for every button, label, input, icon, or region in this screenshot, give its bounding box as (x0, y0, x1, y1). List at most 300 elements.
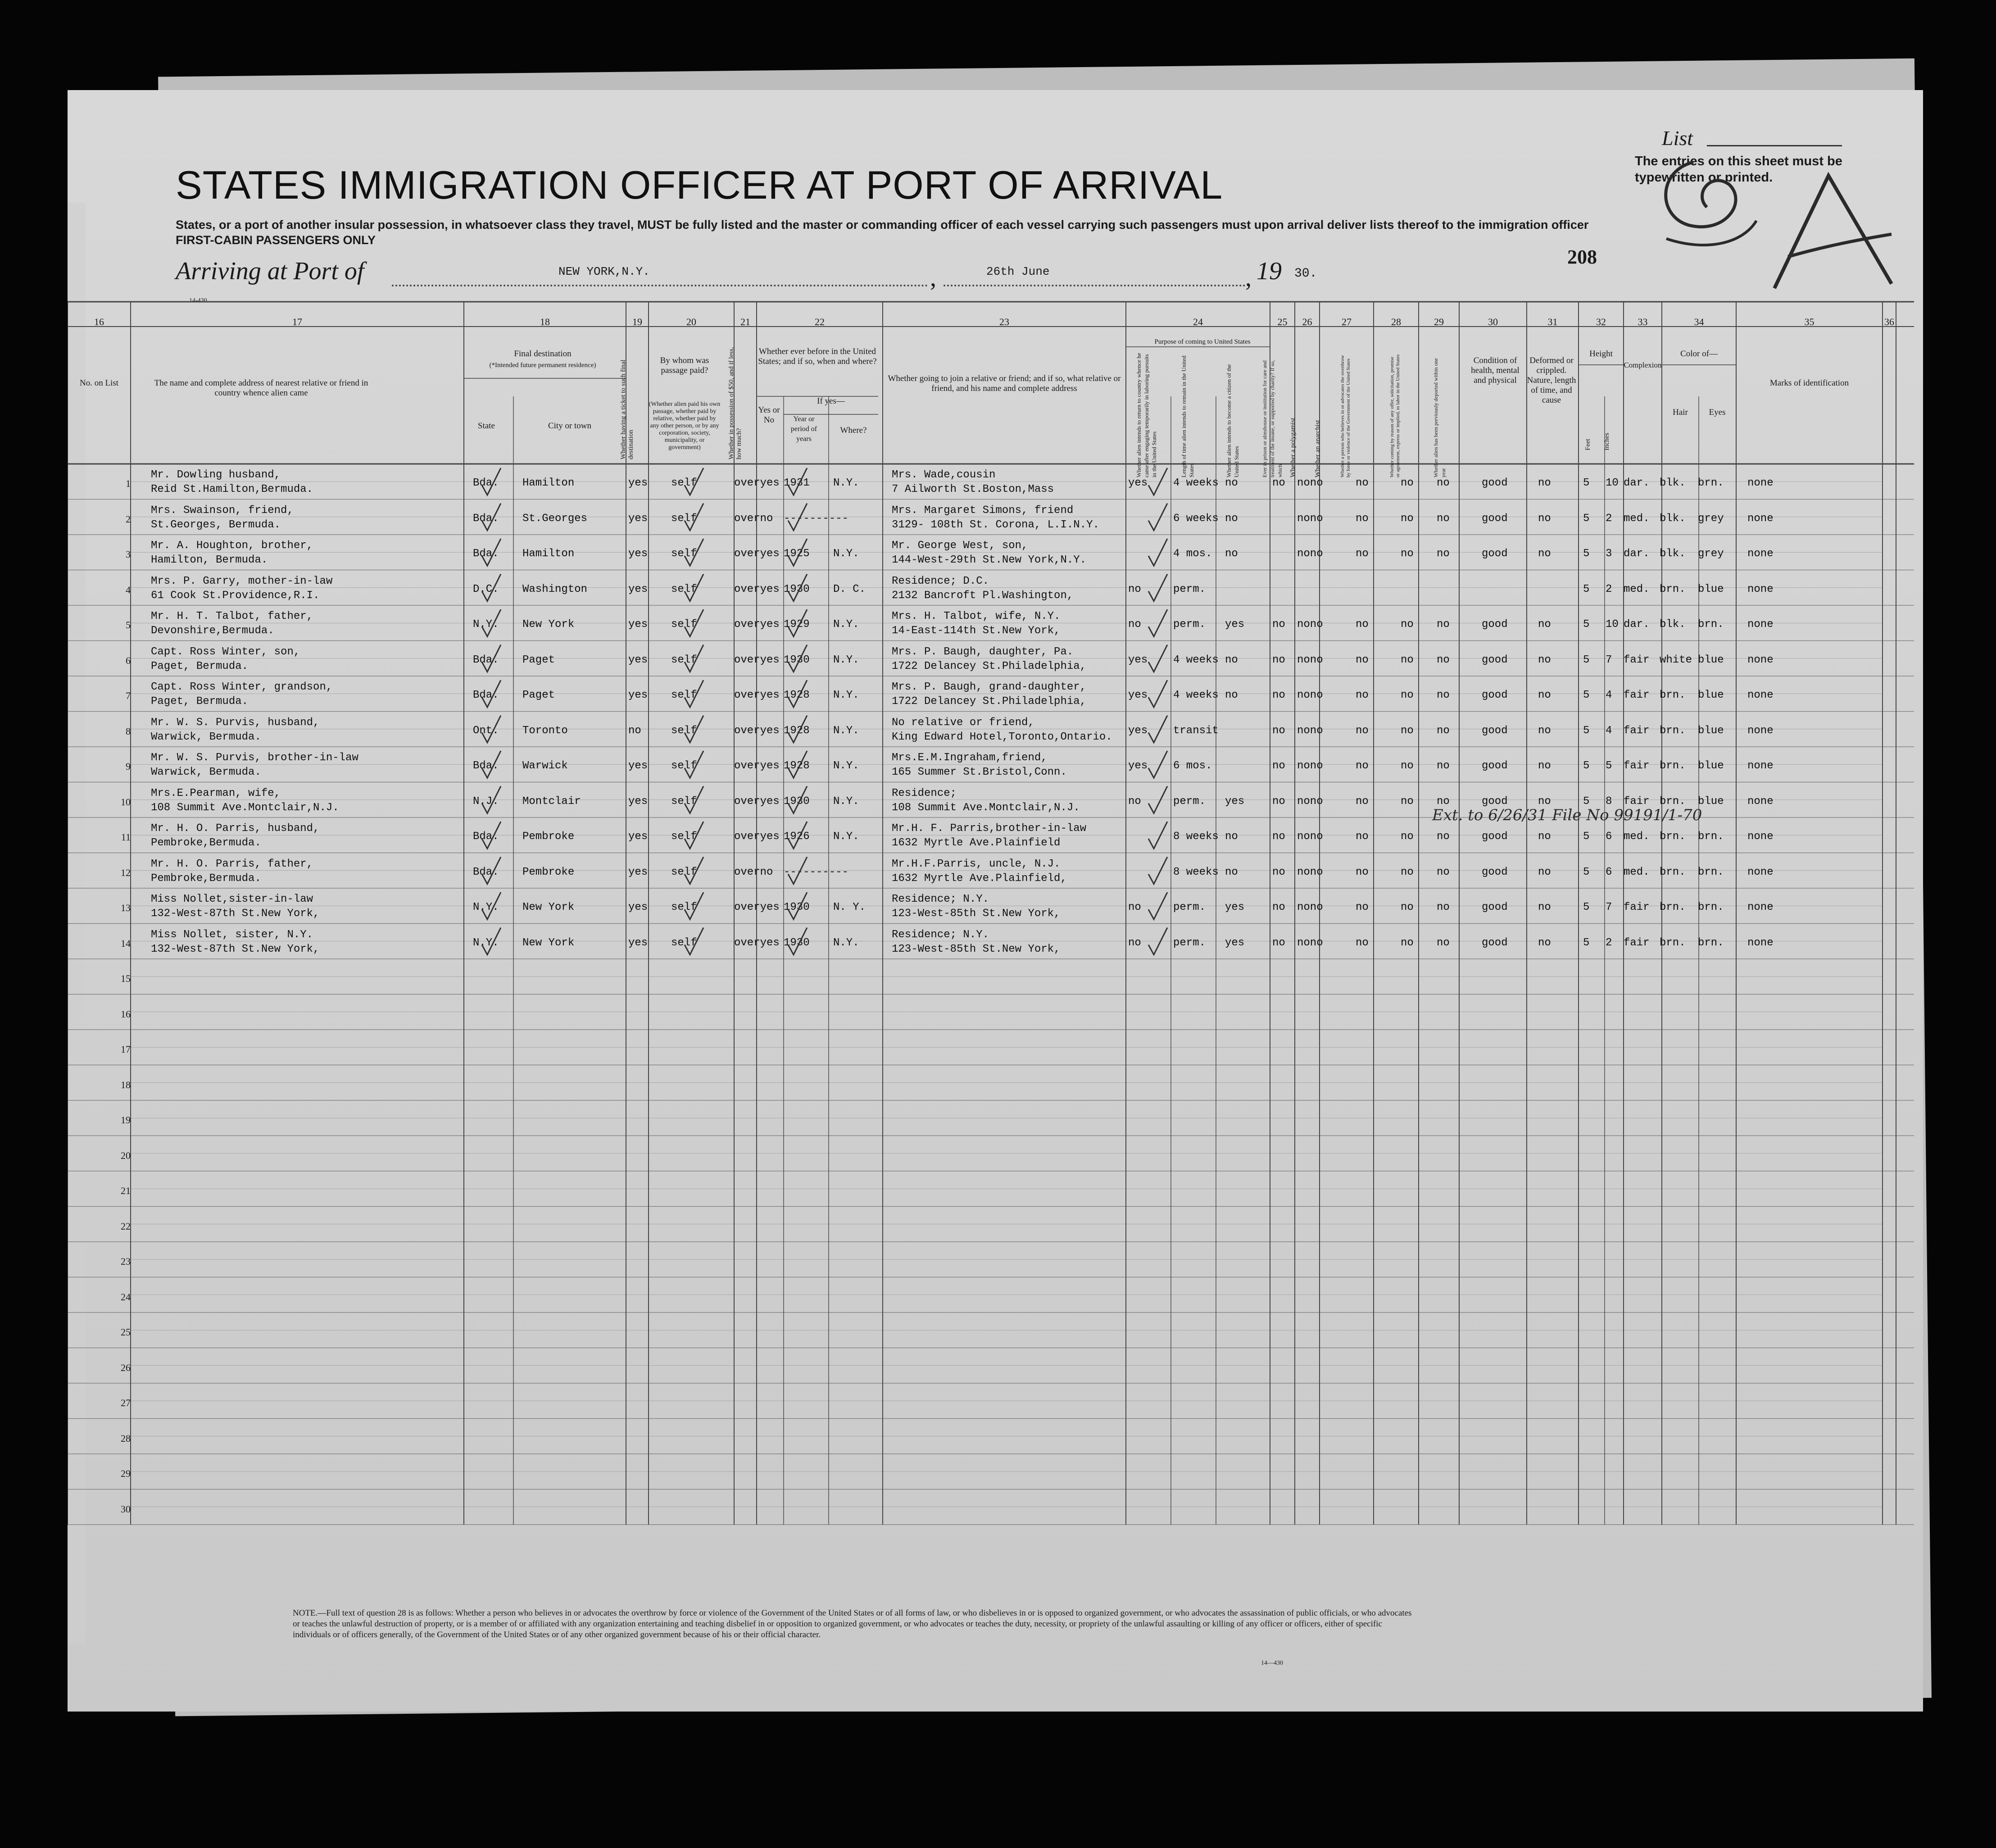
cell-marks: none (1747, 477, 1774, 490)
cell-city: Hamilton (522, 477, 575, 490)
cell-state: N.Y. (473, 901, 499, 914)
cell-c30: no (1437, 654, 1450, 666)
cell-hair: brn. (1660, 724, 1686, 737)
checkmark-icon (685, 468, 703, 495)
header-final-destination: Final destination (514, 349, 572, 359)
cell-where: D. C. (833, 583, 866, 595)
cell-health: good (1482, 618, 1508, 631)
checkmark-icon (482, 786, 501, 813)
cell-rel2: Paget, Bermuda. (151, 660, 249, 672)
cell-eyes: blue (1698, 795, 1724, 808)
cell-rel1: Mrs. Swainson, friend, (151, 504, 294, 517)
cell-marks: none (1747, 760, 1774, 772)
cell-p_a: yes (1128, 689, 1148, 702)
cell-p_b: 4 weeks (1173, 689, 1219, 702)
checkmark-icon (685, 716, 703, 743)
cell-money: overyes (734, 654, 780, 666)
header-purpose-b: Length of time alien intends to remain in the United States (1180, 355, 1195, 477)
cell-money: overyes (734, 936, 780, 949)
cell-deformed: no (1538, 901, 1551, 914)
cell-join2: 14-East-114th St.New York, (892, 625, 1061, 637)
checkmark-icon (788, 504, 807, 531)
cell-marks: none (1747, 724, 1774, 737)
cell-hair: blk. (1660, 548, 1686, 560)
cell-rel2: Warwick, Bermuda. (151, 731, 261, 743)
cell-paid: self (671, 477, 697, 490)
cell-eyes: blue (1698, 654, 1724, 666)
cell-c25: no (1272, 795, 1285, 808)
cell-c27: nono (1297, 724, 1323, 737)
cell-eyes: blue (1698, 724, 1724, 737)
checkmark-icon (685, 574, 703, 601)
cell-c30: no (1437, 477, 1450, 490)
cell-city: New York (522, 936, 575, 949)
column-number: 16 (94, 316, 104, 327)
header-if-yes: If yes— (817, 396, 845, 406)
cell-money: overyes (734, 618, 780, 631)
cell-eyes: brn. (1698, 618, 1724, 631)
checkmark-icon (788, 822, 807, 849)
cell-ticket: yes (628, 866, 648, 878)
cell-health: good (1482, 724, 1508, 737)
cell-money: overyes (734, 689, 780, 702)
row-number: 23 (121, 1256, 131, 1267)
cell-c28: no (1356, 618, 1369, 631)
cell-p_b: perm. (1173, 618, 1206, 631)
row-number: 21 (121, 1185, 131, 1197)
cell-marks: none (1747, 618, 1774, 631)
cell-ft: 5 (1583, 477, 1590, 490)
header-marks: Marks of identification (1769, 378, 1849, 388)
cell-p_c: no (1225, 512, 1238, 525)
checkmark-icon (482, 539, 501, 566)
cell-c27: nono (1297, 831, 1323, 843)
cell-where: N.Y. (833, 724, 859, 737)
cell-marks: none (1747, 795, 1774, 808)
cell-deformed: no (1538, 795, 1551, 808)
cell-where: N. Y. (833, 901, 866, 914)
checkmark-icon (788, 857, 807, 884)
cell-c27: nono (1297, 618, 1323, 631)
cell-ft: 5 (1583, 795, 1590, 808)
cell-hair: brn. (1660, 795, 1686, 808)
cell-join2: 1722 Delancey St.Philadelphia, (892, 695, 1087, 708)
header-purpose-c: Whether alien intends to become a citizen of the United States (1225, 364, 1240, 477)
cell-p_a: no (1128, 936, 1141, 949)
cell-rel1: Capt. Ross Winter, grandson, (151, 681, 333, 694)
row-number: 3 (126, 549, 131, 560)
checkmark-icon (788, 680, 807, 707)
cell-ft: 5 (1583, 831, 1590, 843)
cell-paid: self (671, 795, 697, 808)
cell-yr: 1930 (784, 901, 810, 914)
cell-health: good (1482, 654, 1508, 666)
cell-c28: no (1356, 901, 1369, 914)
row-number: 27 (121, 1397, 131, 1409)
header-feet: Feet (1584, 439, 1592, 450)
header-inches: Inches (1603, 432, 1610, 450)
cell-join1: Mrs. Wade,cousin (892, 469, 996, 481)
cell-rel2: Hamilton, Bermuda. (151, 554, 268, 567)
cell-hair: brn. (1660, 760, 1686, 772)
cell-join1: Residence; N.Y. (892, 893, 989, 906)
row-number: 17 (121, 1044, 131, 1055)
cell-in: 2 (1606, 583, 1612, 595)
cell-c28: no (1356, 477, 1369, 490)
cell-p_b: 4 weeks (1173, 654, 1219, 666)
cell-p_b: 4 weeks (1173, 477, 1219, 490)
cell-health: good (1482, 936, 1508, 949)
column-number: 27 (1342, 316, 1352, 327)
column-number: 22 (815, 316, 825, 327)
cell-rel1: Mr. H. O. Parris, husband, (151, 822, 320, 835)
cell-where: N.Y. (833, 936, 859, 949)
cell-join1: Residence; D.C. (892, 575, 989, 587)
header-color-of: Color of— (1680, 349, 1718, 359)
cell-join1: Mrs. P. Baugh, grand-daughter, (892, 681, 1087, 694)
cell-deformed: no (1538, 477, 1551, 490)
cell-state: Bda. (473, 477, 499, 490)
cell-join2: 123-West-85th St.New York, (892, 908, 1061, 920)
cell-state: N.Y. (473, 618, 499, 631)
checkmark-icon (788, 716, 807, 743)
cell-deformed: no (1538, 724, 1551, 737)
cell-rel2: Devonshire,Bermuda. (151, 625, 274, 637)
header-c29: Whether coming by reason of any offer, solicitation, promise or agreement, express or implied, to labor in the United States (1389, 354, 1401, 477)
cell-money: overyes (734, 901, 780, 914)
cell-c28: no (1356, 548, 1369, 560)
cell-p_b: 4 mos. (1173, 548, 1212, 560)
cell-state: Bda. (473, 512, 499, 525)
cell-join1: Mrs.E.M.Ingraham,friend, (892, 752, 1048, 764)
cell-city: Montclair (522, 795, 581, 808)
checkmark-icon (482, 716, 501, 743)
cell-where: N.Y. (833, 654, 859, 666)
row-number: 16 (121, 1008, 131, 1020)
cell-p_a: no (1128, 901, 1141, 914)
cell-deformed: no (1538, 831, 1551, 843)
header-final-destination-note: (*Intended future permanent residence) (489, 362, 596, 369)
row-number: 9 (126, 761, 131, 772)
cell-p_b: 6 mos. (1173, 760, 1212, 772)
cell-ticket: yes (628, 689, 648, 702)
row-number: 30 (121, 1503, 131, 1515)
arriving-label: Arriving at Port of (176, 257, 364, 285)
cell-p_a: no (1128, 618, 1141, 631)
cell-c29: no (1401, 795, 1414, 808)
cell-rel1: Mr. A. Houghton, brother, (151, 540, 313, 552)
header-health: Condition of health, mental and physical (1471, 356, 1520, 385)
cell-c30: no (1437, 795, 1450, 808)
row-number: 15 (121, 973, 131, 985)
row-number: 11 (121, 831, 131, 843)
cell-p_c: no (1225, 866, 1238, 878)
cell-state: N.Y. (473, 936, 499, 949)
row-number: 22 (121, 1220, 131, 1232)
cell-p_c: yes (1225, 618, 1245, 631)
checkmark-icon (685, 751, 703, 778)
cell-in: 5 (1606, 760, 1612, 772)
cell-comp: med. (1624, 831, 1650, 843)
checkmark-icon (1148, 857, 1167, 884)
year-suffix: 30. (1294, 267, 1317, 281)
cell-join2: King Edward Hotel,Toronto,Ontario. (892, 731, 1112, 743)
cell-deformed: no (1538, 689, 1551, 702)
header-before-us: Whether ever before in the United States; and if so, when and where? (758, 347, 877, 366)
cell-c25: no (1272, 936, 1285, 949)
checkmark-icon (788, 751, 807, 778)
cell-p_b: 8 weeks (1173, 831, 1219, 843)
checkmark-icon (788, 468, 807, 495)
cell-money: overyes (734, 583, 780, 595)
header-paid-by-note: (Whether alien paid his own passage, whether paid by relative, whether paid by any other person, or by any corporation, society, municipality, or government) (649, 401, 721, 451)
row-number: 25 (121, 1326, 131, 1338)
cell-money: overyes (734, 831, 780, 843)
cell-money: overyes (734, 477, 780, 490)
cell-c25: no (1272, 477, 1285, 490)
cell-paid: self (671, 618, 697, 631)
cell-city: Washington (522, 583, 588, 595)
cell-marks: none (1747, 654, 1774, 666)
cell-c27: nono (1297, 901, 1323, 914)
cell-paid: self (671, 831, 697, 843)
cell-p_c: yes (1225, 795, 1245, 808)
cell-yr: 1928 (784, 724, 810, 737)
cell-join2: 108 Summit Ave.Montclair,N.J. (892, 801, 1080, 814)
cell-paid: self (671, 689, 697, 702)
cell-ft: 5 (1583, 901, 1590, 914)
header-height: Height (1589, 349, 1613, 359)
header-c30: Whether alien has been previously deported within one year (1433, 358, 1447, 477)
cell-eyes: brn. (1698, 866, 1724, 878)
column-number: 28 (1391, 316, 1401, 327)
cell-p_c: no (1225, 831, 1238, 843)
cell-c30: no (1437, 512, 1450, 525)
cell-ticket: yes (628, 548, 648, 560)
cell-yr: 1930 (784, 795, 810, 808)
cell-join2: 1632 Myrtle Ave.Plainfield, (892, 872, 1067, 885)
checkmark-icon (482, 468, 501, 495)
cell-c28: no (1356, 760, 1369, 772)
row-number: 13 (121, 902, 131, 914)
checkmark-icon (482, 504, 501, 531)
cell-rel1: Capt. Ross Winter, son, (151, 645, 300, 658)
cell-comp: fair (1624, 795, 1650, 808)
cell-c27: nono (1297, 548, 1323, 560)
checkmark-icon (788, 539, 807, 566)
cell-p_c: no (1225, 654, 1238, 666)
checkmark-icon (788, 645, 807, 672)
cell-join2: 123-West-85th St.New York, (892, 943, 1061, 955)
cell-c25: no (1272, 901, 1285, 914)
column-number: 18 (540, 316, 550, 327)
cell-rel2: Warwick, Bermuda. (151, 766, 261, 779)
cell-c29: no (1401, 724, 1414, 737)
cell-join2: 2132 Bancroft Pl.Washington, (892, 589, 1074, 602)
year-prefix: 19 (1257, 257, 1282, 285)
column-number: 32 (1596, 316, 1606, 327)
cell-c30: no (1437, 689, 1450, 702)
cell-join2: 3129- 108th St. Corona, L.I.N.Y. (892, 518, 1099, 531)
footnote: NOTE.—Full text of question 28 is as follows: Whether a person who believes in or advocates the overthrow by force or violence of the Government of the United States or of all forms of law, or who disbelieves in or is opposed to organized government, or who advocates the assassination of public officials, or who advocates or teaches the unlawful destruction of property, or is a member of or affiliated with any organization entertaining and teaching disbelief in or opposition to organized government, or who advocates or teaches the duty, necessity, or propriety of the unlawful assaulting or killing of any officer or officers, either of specific individuals or of officers generally, of the Government of the United States or of any other organized government because of his or their official character. (293, 1608, 1412, 1639)
cell-in: 7 (1606, 901, 1612, 914)
cell-city: Warwick (522, 760, 568, 772)
cell-hair: brn. (1660, 831, 1686, 843)
cell-p_a: no (1128, 795, 1141, 808)
cell-p_a: yes (1128, 654, 1148, 666)
row-number: 29 (121, 1468, 131, 1480)
cell-ticket: yes (628, 831, 648, 843)
cell-ft: 5 (1583, 583, 1590, 595)
cell-eyes: blue (1698, 583, 1724, 595)
cell-c30: no (1437, 548, 1450, 560)
cell-c25: no (1272, 831, 1285, 843)
cell-in: 6 (1606, 831, 1612, 843)
cell-join1: Mrs. Margaret Simons, friend (892, 504, 1074, 517)
header-c28: Whether a person who believes in or advocates the overthrow by force or violence of the Government of the United States (1340, 355, 1351, 477)
checkmark-icon (685, 645, 703, 672)
cell-yr: 1930 (784, 654, 810, 666)
cell-hair: brn. (1660, 936, 1686, 949)
cell-rel1: Mr. H. O. Parris, father, (151, 858, 313, 870)
typewritten-notice: The entries on this sheet must be typewritten or printed. (1635, 154, 1842, 185)
cell-rel2: St.Georges, Bermuda. (151, 518, 281, 531)
checkmark-icon (1148, 716, 1167, 743)
checkmark-icon (482, 645, 501, 672)
cell-comp: fair (1624, 936, 1650, 949)
cell-money: overyes (734, 548, 780, 560)
cell-join1: Mr. George West, son, (892, 540, 1028, 552)
cell-p_b: transit (1173, 724, 1219, 737)
header-yes-no: Yes or No (758, 405, 780, 425)
cell-city: Hamilton (522, 548, 575, 560)
cell-ticket: yes (628, 654, 648, 666)
cell-join1: Residence; N.Y. (892, 928, 989, 941)
cell-comp: med. (1624, 583, 1650, 595)
checkmark-icon (685, 609, 703, 636)
cell-deformed: no (1538, 936, 1551, 949)
cell-health: good (1482, 901, 1508, 914)
checkmark-icon (788, 609, 807, 636)
cell-yr: 1929 (784, 618, 810, 631)
date-value: 26th June (986, 265, 1050, 278)
cell-money: overno (734, 512, 773, 525)
column-number: 20 (686, 316, 696, 327)
cell-c30: no (1437, 618, 1450, 631)
cell-ticket: yes (628, 901, 648, 914)
cell-marks: none (1747, 866, 1774, 878)
cell-eyes: grey (1698, 548, 1724, 560)
cell-paid: self (671, 866, 697, 878)
cell-yr: 1930 (784, 936, 810, 949)
cell-ft: 5 (1583, 548, 1590, 560)
cell-state: Bda. (473, 760, 499, 772)
checkmark-icon (685, 928, 703, 955)
cell-comp: dar. (1624, 477, 1650, 490)
row-number: 7 (126, 690, 131, 702)
cell-marks: none (1747, 901, 1774, 914)
cell-in: 3 (1606, 548, 1612, 560)
cell-ft: 5 (1583, 866, 1590, 878)
checkmark-icon (1148, 609, 1167, 636)
header-c27: Whether an anarchist (1314, 420, 1321, 477)
cell-state: Bda. (473, 866, 499, 878)
cell-marks: none (1747, 583, 1774, 595)
cell-ticket: yes (628, 477, 648, 490)
column-number: 31 (1547, 316, 1558, 327)
checkmark-icon (788, 928, 807, 955)
cell-ft: 5 (1583, 512, 1590, 525)
subtitle-line: States, or a port of another insular possession, in whatsoever class they travel, MUST be fully listed and the master or commanding officer of each vessel carrying such passengers must upon arrival deliver lists thereof to the immigration officer (176, 218, 1589, 232)
cell-p_c: no (1225, 548, 1238, 560)
cell-deformed: no (1538, 548, 1551, 560)
column-number: 19 (632, 316, 642, 327)
column-number: 35 (1804, 316, 1815, 327)
footnote-code: 14—430 (1261, 1660, 1283, 1666)
cell-ft: 5 (1583, 654, 1590, 666)
row-number: 6 (126, 654, 131, 666)
checkmark-icon (788, 892, 807, 919)
cell-p_c: yes (1225, 901, 1245, 914)
cell-comp: dar. (1624, 618, 1650, 631)
cell-c29: no (1401, 866, 1414, 878)
cell-join2: 165 Summer St.Bristol,Conn. (892, 766, 1067, 779)
cell-c30: no (1437, 724, 1450, 737)
checkmark-icon (482, 892, 501, 919)
cell-health: good (1482, 512, 1508, 525)
header-joining: Whether going to join a relative or friend; and if so, what relative or friend, and his name and complete address (888, 374, 1121, 393)
cell-paid: self (671, 512, 697, 525)
cell-c28: no (1356, 795, 1369, 808)
cell-join1: Residence; (892, 787, 957, 799)
cell-c27: nono (1297, 512, 1323, 525)
cell-rel1: Mrs.E.Pearman, wife, (151, 787, 281, 799)
cell-paid: self (671, 760, 697, 772)
cell-c28: no (1356, 724, 1369, 737)
cell-c25: no (1272, 760, 1285, 772)
cell-city: New York (522, 618, 575, 631)
header-relative-address: The name and complete address of nearest relative or friend in country whence alien came (154, 378, 368, 398)
cell-eyes: blue (1698, 760, 1724, 772)
checkmark-icon (1148, 822, 1167, 849)
cell-money: overyes (734, 760, 780, 772)
cell-paid: self (671, 654, 697, 666)
cell-c30: no (1437, 760, 1450, 772)
cell-c29: no (1401, 901, 1414, 914)
checkmark-icon (788, 786, 807, 813)
checkmark-icon (482, 609, 501, 636)
cell-comp: fair (1624, 760, 1650, 772)
checkmark-icon (1148, 504, 1167, 531)
cell-city: Toronto (522, 724, 568, 737)
checkmark-icon (1148, 468, 1167, 495)
cell-c29: no (1401, 548, 1414, 560)
cell-ft: 5 (1583, 689, 1590, 702)
cell-where: N.Y. (833, 689, 859, 702)
cell-comp: dar. (1624, 548, 1650, 560)
checkmark-icon (482, 928, 501, 955)
cell-ticket: yes (628, 512, 648, 525)
row-number: 19 (121, 1114, 131, 1126)
cell-where: N.Y. (833, 618, 859, 631)
cell-marks: none (1747, 548, 1774, 560)
cell-join1: No relative or friend, (892, 716, 1034, 729)
cell-join1: Mr.H. F. Parris,brother-in-law (892, 822, 1087, 835)
column-number: 24 (1193, 316, 1203, 327)
cell-c28: no (1356, 654, 1369, 666)
column-number: 17 (292, 316, 302, 327)
cell-city: Paget (522, 654, 555, 666)
